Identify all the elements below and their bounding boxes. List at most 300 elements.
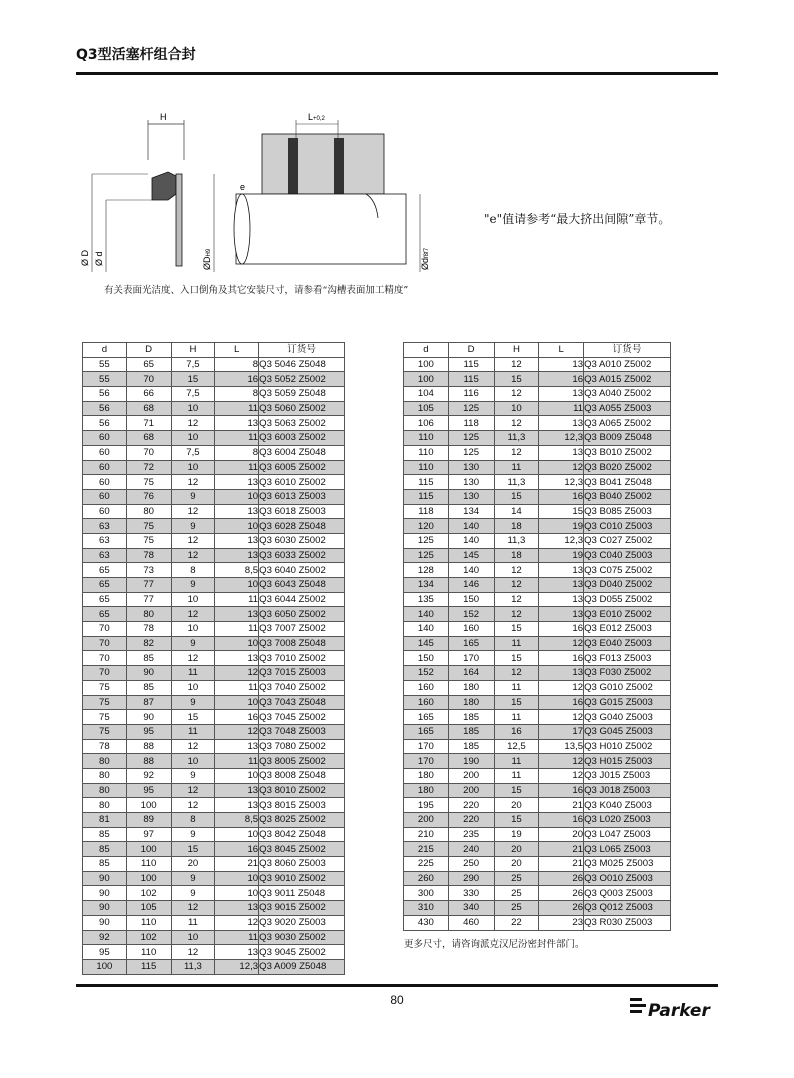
cell-D: 77: [126, 578, 171, 593]
cell-order-number: Q3 8060 Z5003: [259, 857, 345, 872]
cell-d: 65: [83, 563, 127, 578]
cell-order-number: Q3 R030 Z5003: [584, 915, 671, 930]
cell-D: 185: [448, 739, 494, 754]
cell-order-number: Q3 9011 Z5048: [259, 886, 345, 901]
cell-H: 11,3: [494, 475, 539, 490]
table-row: [83, 959, 345, 974]
cell-d: 115: [404, 489, 449, 504]
cell-order-number: Q3 C027 Z5002: [584, 533, 671, 548]
cell-D: 130: [448, 460, 494, 475]
cell-order-number: Q3 E012 Z5003: [584, 622, 671, 637]
cell-d: 180: [404, 768, 449, 783]
cell-L: 11: [215, 680, 259, 695]
cell-D: 95: [126, 783, 171, 798]
header-rule: [76, 72, 718, 75]
cell-L: 8: [215, 387, 259, 402]
cell-order-number: Q3 9020 Z5003: [259, 915, 345, 930]
cell-L: 12: [539, 754, 584, 769]
cell-H: 25: [494, 886, 539, 901]
cell-order-number: Q3 J015 Z5003: [584, 768, 671, 783]
table-row: [83, 445, 345, 460]
page-title: Q3型活塞杆组合封: [76, 47, 196, 63]
dim-DH9: ØDH9: [202, 248, 212, 270]
cell-D: 75: [126, 519, 171, 534]
table-row: [404, 563, 671, 578]
cell-D: 240: [448, 842, 494, 857]
cell-L: 11: [215, 401, 259, 416]
table-row: [83, 504, 345, 519]
cell-d: 85: [83, 827, 127, 842]
cell-d: 80: [83, 754, 127, 769]
cell-D: 340: [448, 901, 494, 916]
cell-d: 215: [404, 842, 449, 857]
cell-d: 55: [83, 357, 127, 372]
cell-H: 12: [171, 798, 215, 813]
cell-d: 90: [83, 886, 127, 901]
page-number: 80: [390, 993, 404, 1007]
cell-D: 70: [126, 445, 171, 460]
cell-L: 10: [215, 695, 259, 710]
cell-D: 130: [448, 475, 494, 490]
cell-order-number: Q3 6040 Z5002: [259, 563, 345, 578]
cell-H: 12: [171, 607, 215, 622]
cell-H: 20: [494, 857, 539, 872]
cell-H: 12: [171, 504, 215, 519]
cell-d: 170: [404, 754, 449, 769]
cell-d: 110: [404, 460, 449, 475]
cell-D: 65: [126, 357, 171, 372]
table-row: [83, 592, 345, 607]
cell-H: 12: [171, 533, 215, 548]
cell-L: 16: [215, 842, 259, 857]
cell-L: 13: [215, 739, 259, 754]
table-row: [83, 401, 345, 416]
cell-d: 140: [404, 622, 449, 637]
cell-D: 185: [448, 710, 494, 725]
cell-order-number: Q3 5060 Z5002: [259, 401, 345, 416]
table-row: [404, 460, 671, 475]
groove-rod-view: [202, 112, 430, 272]
cell-L: 11: [215, 460, 259, 475]
table-row: [83, 710, 345, 725]
cell-D: 116: [448, 387, 494, 402]
cell-H: 11: [171, 666, 215, 681]
cell-order-number: Q3 F013 Z5003: [584, 651, 671, 666]
dim-D: Ø D: [80, 249, 90, 266]
cell-D: 165: [448, 636, 494, 651]
cell-d: 65: [83, 578, 127, 593]
cell-L: 12: [539, 636, 584, 651]
cell-D: 92: [126, 768, 171, 783]
cell-D: 80: [126, 607, 171, 622]
table-header-row: [83, 343, 345, 358]
cell-H: 20: [494, 842, 539, 857]
table-row: [404, 901, 671, 916]
cell-D: 115: [448, 357, 494, 372]
cell-D: 200: [448, 768, 494, 783]
cell-L: 13: [215, 945, 259, 960]
cell-order-number: Q3 F030 Z5002: [584, 666, 671, 681]
cell-L: 13: [215, 475, 259, 490]
cell-order-number: Q3 8042 Z5048: [259, 827, 345, 842]
cell-order-number: Q3 7040 Z5002: [259, 680, 345, 695]
col-D-header: D: [126, 343, 171, 358]
table-row: [83, 387, 345, 402]
table-row: [83, 798, 345, 813]
cell-d: 75: [83, 695, 127, 710]
seal-profile-view: [80, 112, 184, 272]
cell-order-number: Q3 7048 Z5003: [259, 724, 345, 739]
cell-H: 11: [494, 710, 539, 725]
table-row: [83, 489, 345, 504]
cell-order-number: Q3 8005 Z5002: [259, 754, 345, 769]
cell-order-number: Q3 G040 Z5003: [584, 710, 671, 725]
table-row: [83, 357, 345, 372]
cell-L: 16: [539, 489, 584, 504]
table-row: [404, 813, 671, 828]
table-row: [83, 519, 345, 534]
cell-d: 56: [83, 401, 127, 416]
cell-order-number: Q3 C040 Z5003: [584, 548, 671, 563]
col-d-header: d: [404, 343, 449, 358]
cell-d: 260: [404, 871, 449, 886]
cell-L: 21: [539, 798, 584, 813]
cell-H: 12: [494, 357, 539, 372]
cell-d: 81: [83, 813, 127, 828]
cell-order-number: Q3 L020 Z5003: [584, 813, 671, 828]
cell-order-number: Q3 Q003 Z5003: [584, 886, 671, 901]
col-L-header: L: [215, 343, 259, 358]
cell-d: 160: [404, 680, 449, 695]
cell-H: 19: [494, 827, 539, 842]
cell-L: 13: [539, 563, 584, 578]
cell-L: 19: [539, 548, 584, 563]
table-row: [83, 945, 345, 960]
cell-H: 22: [494, 915, 539, 930]
cell-order-number: Q3 A055 Z5003: [584, 401, 671, 416]
cell-d: 90: [83, 915, 127, 930]
cell-L: 8,5: [215, 813, 259, 828]
cell-D: 73: [126, 563, 171, 578]
cell-L: 13: [215, 798, 259, 813]
cell-H: 12: [171, 548, 215, 563]
cell-H: 12: [494, 445, 539, 460]
cell-d: 90: [83, 901, 127, 916]
cell-H: 9: [171, 768, 215, 783]
cell-D: 115: [448, 372, 494, 387]
cell-D: 118: [448, 416, 494, 431]
cell-D: 102: [126, 930, 171, 945]
cell-D: 105: [126, 901, 171, 916]
table-row: [83, 768, 345, 783]
cell-d: 70: [83, 651, 127, 666]
cell-L: 21: [539, 842, 584, 857]
cell-H: 12,5: [494, 739, 539, 754]
cell-H: 12: [171, 475, 215, 490]
cell-d: 104: [404, 387, 449, 402]
cell-H: 12: [494, 578, 539, 593]
cell-L: 12,3: [539, 431, 584, 446]
cell-H: 12: [494, 666, 539, 681]
cell-d: 125: [404, 533, 449, 548]
cell-D: 220: [448, 798, 494, 813]
parker-logo-text: Parker: [648, 1001, 710, 1021]
cell-order-number: Q3 D055 Z5002: [584, 592, 671, 607]
cell-d: 75: [83, 724, 127, 739]
cell-order-number: Q3 G010 Z5002: [584, 680, 671, 695]
table-row: [83, 651, 345, 666]
table-row: [83, 930, 345, 945]
cell-L: 10: [215, 578, 259, 593]
cell-H: 18: [494, 548, 539, 563]
cell-L: 11: [215, 622, 259, 637]
cell-H: 12: [171, 739, 215, 754]
cell-d: 115: [404, 475, 449, 490]
cell-D: 102: [126, 886, 171, 901]
cell-D: 88: [126, 739, 171, 754]
table-row: [404, 857, 671, 872]
extrusion-gap-note: "e"值请参考“最大挤出间隙”章节。: [484, 212, 671, 226]
cell-d: 56: [83, 387, 127, 402]
table-row: [404, 445, 671, 460]
table-row: [404, 401, 671, 416]
cell-H: 15: [494, 813, 539, 828]
cell-D: 78: [126, 622, 171, 637]
cell-D: 150: [448, 592, 494, 607]
cell-D: 180: [448, 695, 494, 710]
table-row: [404, 548, 671, 563]
cell-order-number: Q3 O010 Z5003: [584, 871, 671, 886]
table-row: [404, 416, 671, 431]
cell-H: 15: [494, 783, 539, 798]
cell-D: 110: [126, 915, 171, 930]
cell-order-number: Q3 6003 Z5002: [259, 431, 345, 446]
cell-H: 9: [171, 827, 215, 842]
cell-D: 71: [126, 416, 171, 431]
cell-order-number: Q3 K040 Z5003: [584, 798, 671, 813]
table-row: [404, 842, 671, 857]
cell-H: 16: [494, 724, 539, 739]
cell-d: 80: [83, 768, 127, 783]
parker-logo: [630, 994, 718, 1022]
cell-d: 140: [404, 607, 449, 622]
cell-D: 75: [126, 475, 171, 490]
cell-D: 160: [448, 622, 494, 637]
table-row: [404, 886, 671, 901]
table-row: [404, 768, 671, 783]
cell-d: 60: [83, 431, 127, 446]
cell-L: 19: [539, 519, 584, 534]
cell-D: 68: [126, 401, 171, 416]
cell-D: 110: [126, 857, 171, 872]
cell-d: 128: [404, 563, 449, 578]
cell-d: 80: [83, 783, 127, 798]
cell-D: 140: [448, 519, 494, 534]
cell-H: 11: [494, 754, 539, 769]
cell-H: 12: [171, 416, 215, 431]
table-row: [404, 533, 671, 548]
cell-L: 10: [215, 519, 259, 534]
cell-L: 17: [539, 724, 584, 739]
cell-L: 10: [215, 871, 259, 886]
col-order-header: 订货号: [259, 343, 345, 358]
footer-rule: [76, 984, 718, 987]
cell-H: 11: [494, 680, 539, 695]
cell-order-number: Q3 8015 Z5003: [259, 798, 345, 813]
cell-d: 145: [404, 636, 449, 651]
cell-order-number: Q3 C075 Z5002: [584, 563, 671, 578]
cell-d: 135: [404, 592, 449, 607]
table-row: [404, 754, 671, 769]
cell-D: 185: [448, 724, 494, 739]
cell-d: 60: [83, 445, 127, 460]
table-row: [83, 563, 345, 578]
cell-D: 250: [448, 857, 494, 872]
more-sizes-note: 更多尺寸，请咨询派克汉尼汾密封件部门。: [404, 939, 585, 950]
cell-D: 146: [448, 578, 494, 593]
cell-d: 118: [404, 504, 449, 519]
cell-order-number: Q3 5046 Z5048: [259, 357, 345, 372]
cell-D: 76: [126, 489, 171, 504]
cell-H: 12: [494, 563, 539, 578]
cell-d: 165: [404, 724, 449, 739]
cell-D: 145: [448, 548, 494, 563]
cell-L: 13: [539, 445, 584, 460]
table-row: [404, 489, 671, 504]
dim-d: Ø d: [94, 251, 104, 266]
table-row: [83, 431, 345, 446]
cell-order-number: Q3 9010 Z5002: [259, 871, 345, 886]
cell-H: 8: [171, 563, 215, 578]
cell-L: 12: [539, 460, 584, 475]
cell-d: 63: [83, 533, 127, 548]
cell-L: 13: [539, 592, 584, 607]
cell-d: 105: [404, 401, 449, 416]
cell-d: 430: [404, 915, 449, 930]
cell-L: 10: [215, 489, 259, 504]
cell-L: 13: [215, 504, 259, 519]
cell-D: 164: [448, 666, 494, 681]
cell-L: 13: [539, 578, 584, 593]
cell-d: 225: [404, 857, 449, 872]
cell-D: 72: [126, 460, 171, 475]
cell-D: 110: [126, 945, 171, 960]
cell-L: 13: [539, 607, 584, 622]
table-row: [404, 680, 671, 695]
cell-d: 110: [404, 445, 449, 460]
cell-d: 95: [83, 945, 127, 960]
cell-L: 26: [539, 901, 584, 916]
cell-L: 8: [215, 357, 259, 372]
cell-H: 15: [494, 372, 539, 387]
cell-d: 85: [83, 857, 127, 872]
table-row: [404, 798, 671, 813]
cell-order-number: Q3 6030 Z5002: [259, 533, 345, 548]
table-row: [83, 901, 345, 916]
cell-order-number: Q3 5052 Z5002: [259, 372, 345, 387]
cell-L: 12: [539, 710, 584, 725]
cell-H: 18: [494, 519, 539, 534]
table-row: [83, 695, 345, 710]
cell-L: 21: [215, 857, 259, 872]
cell-H: 15: [494, 651, 539, 666]
cell-L: 21: [539, 857, 584, 872]
cell-L: 13,5: [539, 739, 584, 754]
cell-H: 7,5: [171, 445, 215, 460]
cell-D: 100: [126, 798, 171, 813]
cell-order-number: Q3 6043 Z5048: [259, 578, 345, 593]
cell-order-number: Q3 9045 Z5002: [259, 945, 345, 960]
cell-order-number: Q3 6044 Z5002: [259, 592, 345, 607]
table-row: [83, 622, 345, 637]
cell-d: 100: [404, 357, 449, 372]
table-row: [404, 783, 671, 798]
cell-order-number: Q3 7008 Z5048: [259, 636, 345, 651]
table-row: [404, 724, 671, 739]
table-row: [83, 871, 345, 886]
cell-D: 68: [126, 431, 171, 446]
cell-D: 125: [448, 401, 494, 416]
cell-D: 180: [448, 680, 494, 695]
cell-order-number: Q3 6005 Z5002: [259, 460, 345, 475]
table-row: [404, 519, 671, 534]
table-row: [83, 533, 345, 548]
cell-H: 12: [171, 651, 215, 666]
cell-order-number: Q3 B009 Z5048: [584, 431, 671, 446]
cell-order-number: Q3 8045 Z5002: [259, 842, 345, 857]
cell-order-number: Q3 6013 Z5003: [259, 489, 345, 504]
table-row: [404, 871, 671, 886]
cell-order-number: Q3 6018 Z5003: [259, 504, 345, 519]
cell-order-number: Q3 5059 Z5048: [259, 387, 345, 402]
cell-order-number: Q3 B085 Z5003: [584, 504, 671, 519]
cell-H: 12: [171, 783, 215, 798]
cell-order-number: Q3 A010 Z5002: [584, 357, 671, 372]
cell-H: 9: [171, 489, 215, 504]
cell-H: 7,5: [171, 387, 215, 402]
table-row: [404, 504, 671, 519]
cell-L: 13: [539, 357, 584, 372]
cell-d: 300: [404, 886, 449, 901]
cell-H: 12: [494, 592, 539, 607]
surface-finish-caption: 有关表面光洁度、入口倒角及其它安装尺寸，请参看“沟槽表面加工精度”: [104, 285, 409, 296]
cell-d: 100: [404, 372, 449, 387]
cell-d: 60: [83, 504, 127, 519]
cell-H: 10: [171, 754, 215, 769]
cell-d: 70: [83, 666, 127, 681]
col-H-header: H: [494, 343, 539, 358]
cell-H: 20: [494, 798, 539, 813]
cell-order-number: Q3 7043 Z5048: [259, 695, 345, 710]
cell-d: 56: [83, 416, 127, 431]
table-row: [404, 431, 671, 446]
cell-L: 12,3: [215, 959, 259, 974]
col-D-header: D: [448, 343, 494, 358]
cell-order-number: Q3 L065 Z5003: [584, 842, 671, 857]
table-row: [83, 548, 345, 563]
table-row: [83, 915, 345, 930]
cell-d: 63: [83, 519, 127, 534]
cell-H: 20: [171, 857, 215, 872]
cell-L: 13: [215, 416, 259, 431]
cell-order-number: Q3 8008 Z5048: [259, 768, 345, 783]
cell-L: 13: [215, 607, 259, 622]
cell-d: 65: [83, 592, 127, 607]
table-row: [404, 592, 671, 607]
cell-L: 10: [215, 636, 259, 651]
cell-H: 12: [171, 945, 215, 960]
cell-D: 152: [448, 607, 494, 622]
